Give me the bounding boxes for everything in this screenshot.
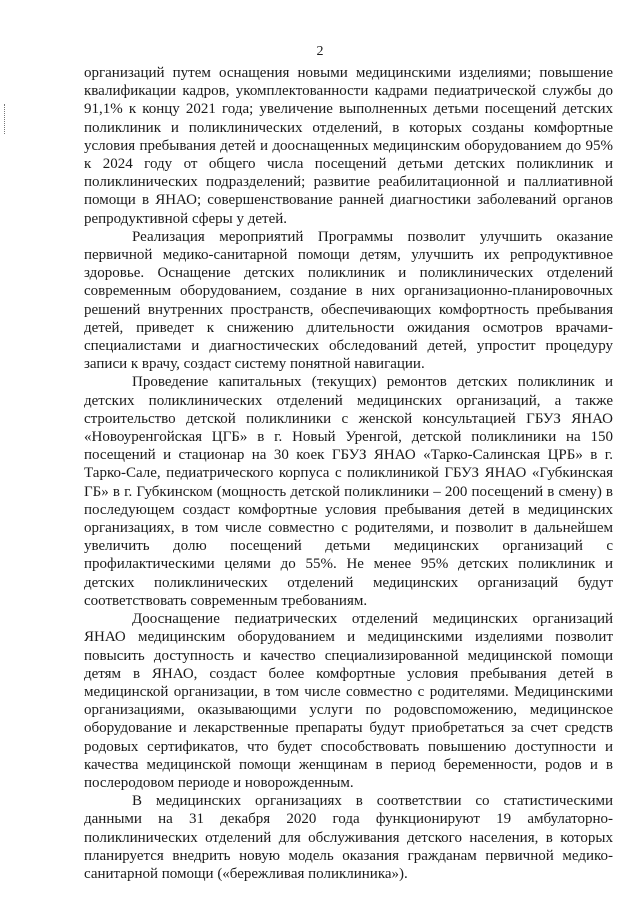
paragraph-lean-polyclinic: В медицинских организациях в соответствии со статистическими данными на 31 декабря 2020 года функционируют 19 амбулаторно-поликлинических отделений для обслуживания детского населения, в которых планируется внедрить новую модель оказания гражданам первичной медико-санитарной помощи («бережливая поликлиника»).	[84, 793, 613, 882]
paragraph-continuation: организаций путем оснащения новыми медицинскими изделиями; повышение квалификации кадров, укомплектованности кадрами педиатрической службы до 91,1% к концу 2021 года; увеличение выполненных детьми посещений детских поликлиник и поликлинических отделений, в которых созданы комфортные условия пребывания детей и дооснащенных медицинским оборудованием до 95% к 2024 году от общего числа посещений детьми детских поликлиник и поликлинических подразделений; развитие реабилитационной и паллиативной помощи в ЯНАО; совершенствование ранней диагностики заболеваний органов репродуктивной сферы у детей.	[84, 65, 613, 227]
document-body	[84, 64, 613, 883]
page-number: 2	[316, 44, 324, 59]
paragraph-capital-repairs: Проведение капитальных (текущих) ремонтов детских поликлиник и детских поликлинических отделений медицинских организаций, а также строительство детской поликлиники с женской консультацией ГБУЗ ЯНАО «Новоуренгойская ЦГБ» в г. Новый Уренгой, детской поликлиники на 150 посещений и стационар на 30 коек ГБУЗ ЯНАО «Тарко-Салинская ЦРБ» в г. Тарко-Сале, педиатрического корпуса с поликлиникой ГБУЗ ЯНАО «Губкинская ГБ» в г. Губкинском (мощность детской поликлиники – 200 посещений в смену) в последующем создаст комфортные условия пребывания детей в медицинских организациях, в том числе совместно с родителями, и позволит в дальнейшем увеличить долю посещений детьми медицинских организаций с профилактическими целями до 55%. Не менее 95% детских поликлиник и детских поликлинических отделений медицинских организаций будут соответствовать современным требованиям.	[84, 374, 613, 609]
scan-edge-mark	[4, 104, 8, 134]
paragraph-program-implementation: Реализация мероприятий Программы позволит улучшить оказание первичной медико-санитарной помощи детям, улучшить их репродуктивное здоровье. Оснащение детских поликлиник и поликлинических отделений современным оборудованием, создание в них организационно-планировочных решений внутренних пространств, обеспечивающих комфортность пребывания детей, приведет к снижению длительности ожидания осмотров врачами-специалистами и диагностических обследований детей, упростит процедуру записи к врачу, создаст систему понятной навигации.	[84, 228, 613, 373]
paragraph-equipment: Дооснащение педиатрических отделений медицинских организаций ЯНАО медицинским оборудованием и медицинскими изделиями позволит повысить доступность и качество специализированной медицинской помощи детям в ЯНАО, создаст более комфортные условия пребывания детей в медицинской организации, в том числе совместно с родителями. Медицинскими организациями, оказывающими услуги по родовспоможению, медицинское оборудование и лекарственные препараты будут приобретаться за счет средств родовых сертификатов, что будет способствовать повышению доступности и качества медицинской помощи женщинам в период беременности, родов и в послеродовом периоде и новорожденным.	[84, 611, 613, 791]
